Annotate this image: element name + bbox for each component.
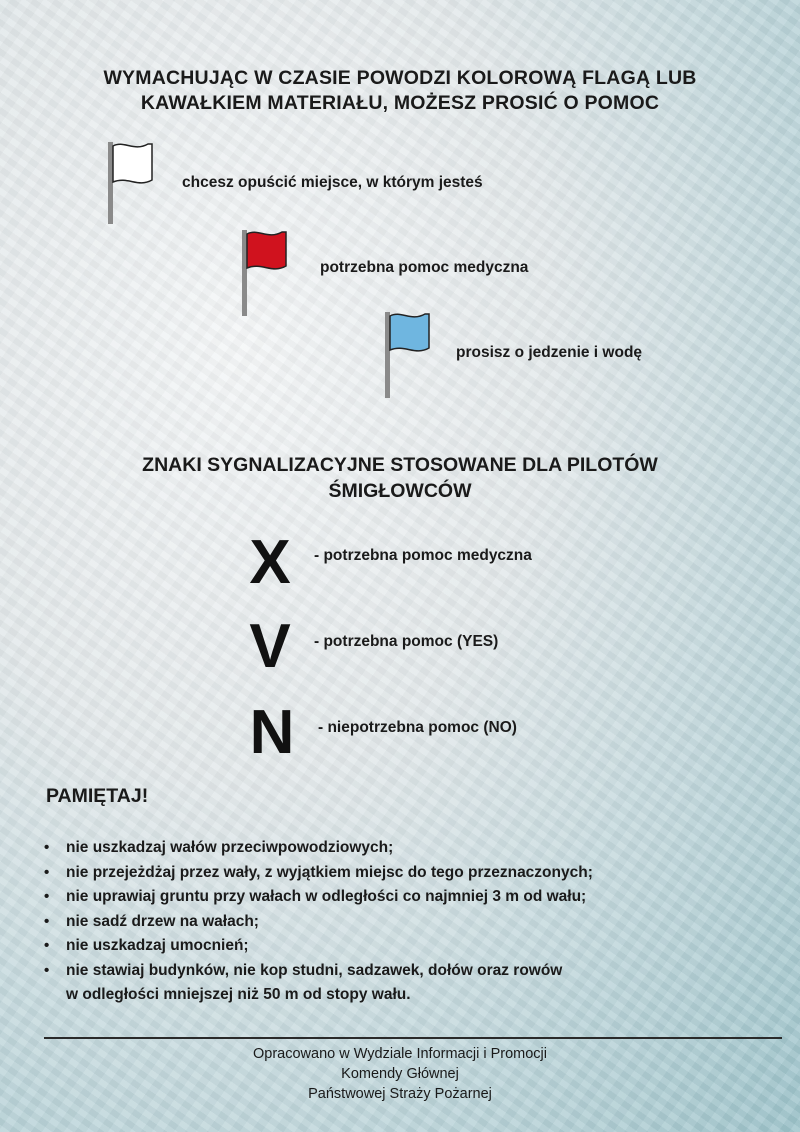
footer (100, 1044, 700, 1104)
signal-letter-n: N (249, 698, 295, 767)
bullet-icon: • (44, 961, 50, 979)
flag-meaning-blue: prosisz o jedzenie i wodę (456, 344, 643, 361)
signal-meaning-x: - potrzebna pomoc medyczna (314, 547, 532, 564)
signal-meaning-v: - potrzebna pomoc (YES) (314, 633, 499, 650)
rules-list (42, 836, 782, 1008)
footer-divider (44, 1037, 782, 1039)
main-title-line2: KAWAŁKIEM MATERIAŁU, MOŻESZ PROSIĆ O POMOC (140, 92, 660, 114)
footer-line2: Komendy Głównej (341, 1066, 459, 1082)
list-item: • nie uszkadzaj umocnień; (42, 934, 782, 959)
list-item-continuation: w odległości mniejszej niż 50 m od stopy wału. (66, 986, 411, 1003)
footer-line3: Państwowej Straży Pożarnej (308, 1086, 492, 1102)
list-item: • nie uszkadzaj wałów przeciwpowodziowych; (42, 836, 782, 861)
signals-title-line1: ZNAKI SYGNALIZACYJNE STOSOWANE DLA PILOTÓW (142, 454, 658, 476)
signal-meaning-n: - niepotrzebna pomoc (NO) (318, 719, 517, 736)
list-item: • nie stawiaj budynków, nie kop studni, sadzawek, dołów oraz rowów (42, 959, 782, 984)
flag-meaning-white: chcesz opuścić miejsce, w którym jesteś (182, 174, 483, 191)
list-item: • nie przejeżdżaj przez wały, z wyjątkiem miejsc do tego przeznaczonych; (42, 861, 782, 886)
bullet-icon: • (44, 839, 50, 856)
main-title (40, 66, 760, 116)
signals-title (40, 452, 760, 504)
footer-line1: Opracowano w Wydziale Informacji i Promocji (253, 1046, 547, 1062)
white-flag-icon (104, 138, 164, 228)
bullet-icon: • (44, 888, 50, 905)
flag-meaning-red: potrzebna pomoc medyczna (320, 259, 529, 276)
bullet-icon: • (44, 937, 50, 954)
signal-letter-v: V (249, 612, 291, 681)
main-title-line1: WYMACHUJĄC W CZASIE POWODZI KOLOROWĄ FLAGĄ LUB (103, 67, 697, 89)
signal-letter-x: X (249, 528, 291, 597)
remember-title: PAMIĘTAJ! (46, 785, 149, 807)
list-item: • nie sadź drzew na wałach; (42, 910, 782, 935)
blue-flag-icon (381, 308, 441, 398)
list-item: • nie uprawiaj gruntu przy wałach w odległości co najmniej 3 m od wału; (42, 885, 782, 910)
red-flag-icon (238, 226, 298, 316)
bullet-icon: • (44, 863, 50, 881)
signals-title-line2: ŚMIGŁOWCÓW (328, 480, 472, 502)
bullet-icon: • (44, 912, 50, 930)
